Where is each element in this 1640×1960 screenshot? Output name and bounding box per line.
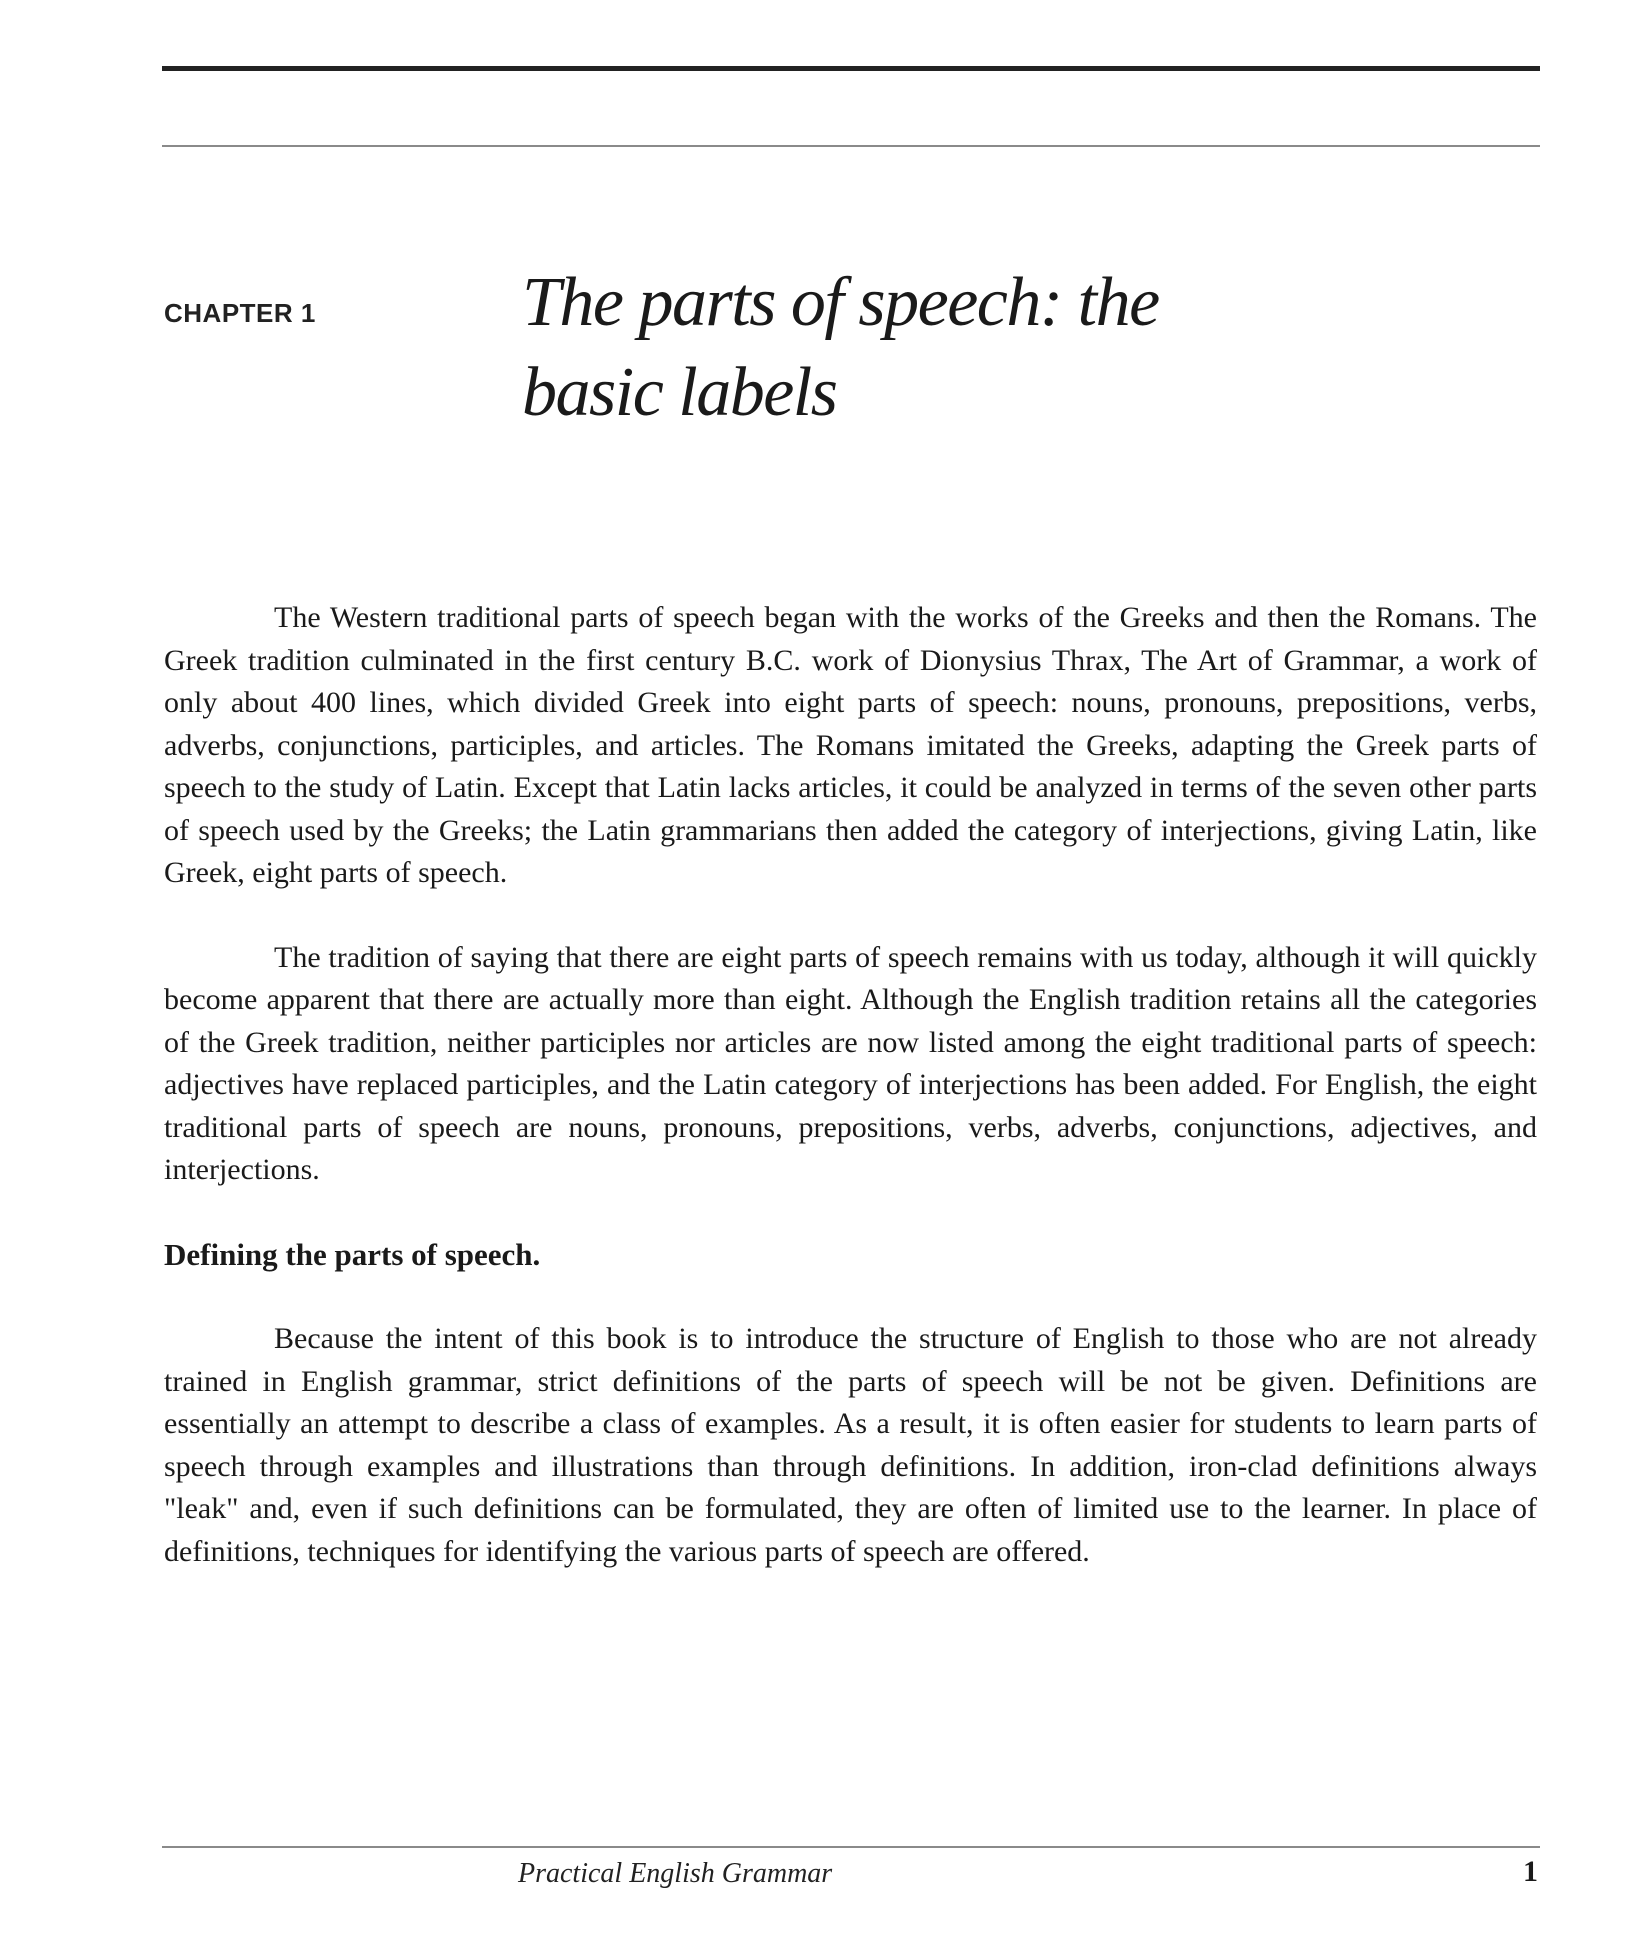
paragraph-1: The Western traditional parts of speech began with the works of the Greeks and then the Romans. The Greek tradition culminated in the first century B.C. work of Dionysius Thrax, The Art of Grammar, a work of only about 400 lines, which divided Greek into eight parts of speech: nouns, pronouns, prepositions, verbs, adverbs, conjunctions, participles, and articles. The Romans imitated the Greeks, adapting the Greek parts of speech to the study of Latin. Except that Latin lacks articles, it could be analyzed in terms of the seven other parts of speech used by the Greeks; the Latin grammarians then added the category of interjections, giving Latin, like Greek, eight parts of speech.	[164, 601, 1537, 889]
paragraph-gap	[164, 1276, 1537, 1318]
chapter-label: CHAPTER 1	[164, 298, 316, 328]
chapter-title-line-1: The parts of speech: the	[522, 264, 1159, 341]
footer-book-title: Practical English Grammar	[518, 1858, 833, 1889]
chapter-title-line-2: basic labels	[522, 354, 837, 431]
header-rule-thin	[162, 145, 1540, 147]
paragraph-gap	[164, 895, 1537, 937]
header-rule-thick	[162, 66, 1540, 71]
paragraph-2: The tradition of saying that there are eight parts of speech remains with us today, although it will quickly become apparent that there are actually more than eight. Although the English tradition retains all the categories of the Greek tradition, neither participles nor articles are now listed among the eight traditional parts of speech: adjectives have replaced participles, and the Latin category of interjections has been added. For English, the eight traditional parts of speech are nouns, pronouns, prepositions, verbs, adverbs, conjunctions, adjectives, and interjections.	[164, 940, 1537, 1186]
paragraph-3: Because the intent of this book is to introduce the structure of English to those who are not already trained in English grammar, strict definitions of the parts of speech will be not be given. Definitions are essentially an attempt to describe a class of examples. As a result, it is often easier for students to learn parts of speech through examples and illustrations than through definitions. In addition, iron-clad definitions always "leak" and, even if such definitions can be formulated, they are often of limited use to the learner. In place of definitions, techniques for identifying the various parts of speech are offered.	[164, 1322, 1537, 1568]
footer-rule	[162, 1846, 1540, 1848]
body-text	[164, 597, 1537, 1573]
section-heading: Defining the parts of speech.	[164, 1236, 541, 1272]
paragraph-gap	[164, 1192, 1537, 1234]
page-number: 1	[1523, 1855, 1538, 1888]
chapter-title	[522, 258, 1422, 438]
